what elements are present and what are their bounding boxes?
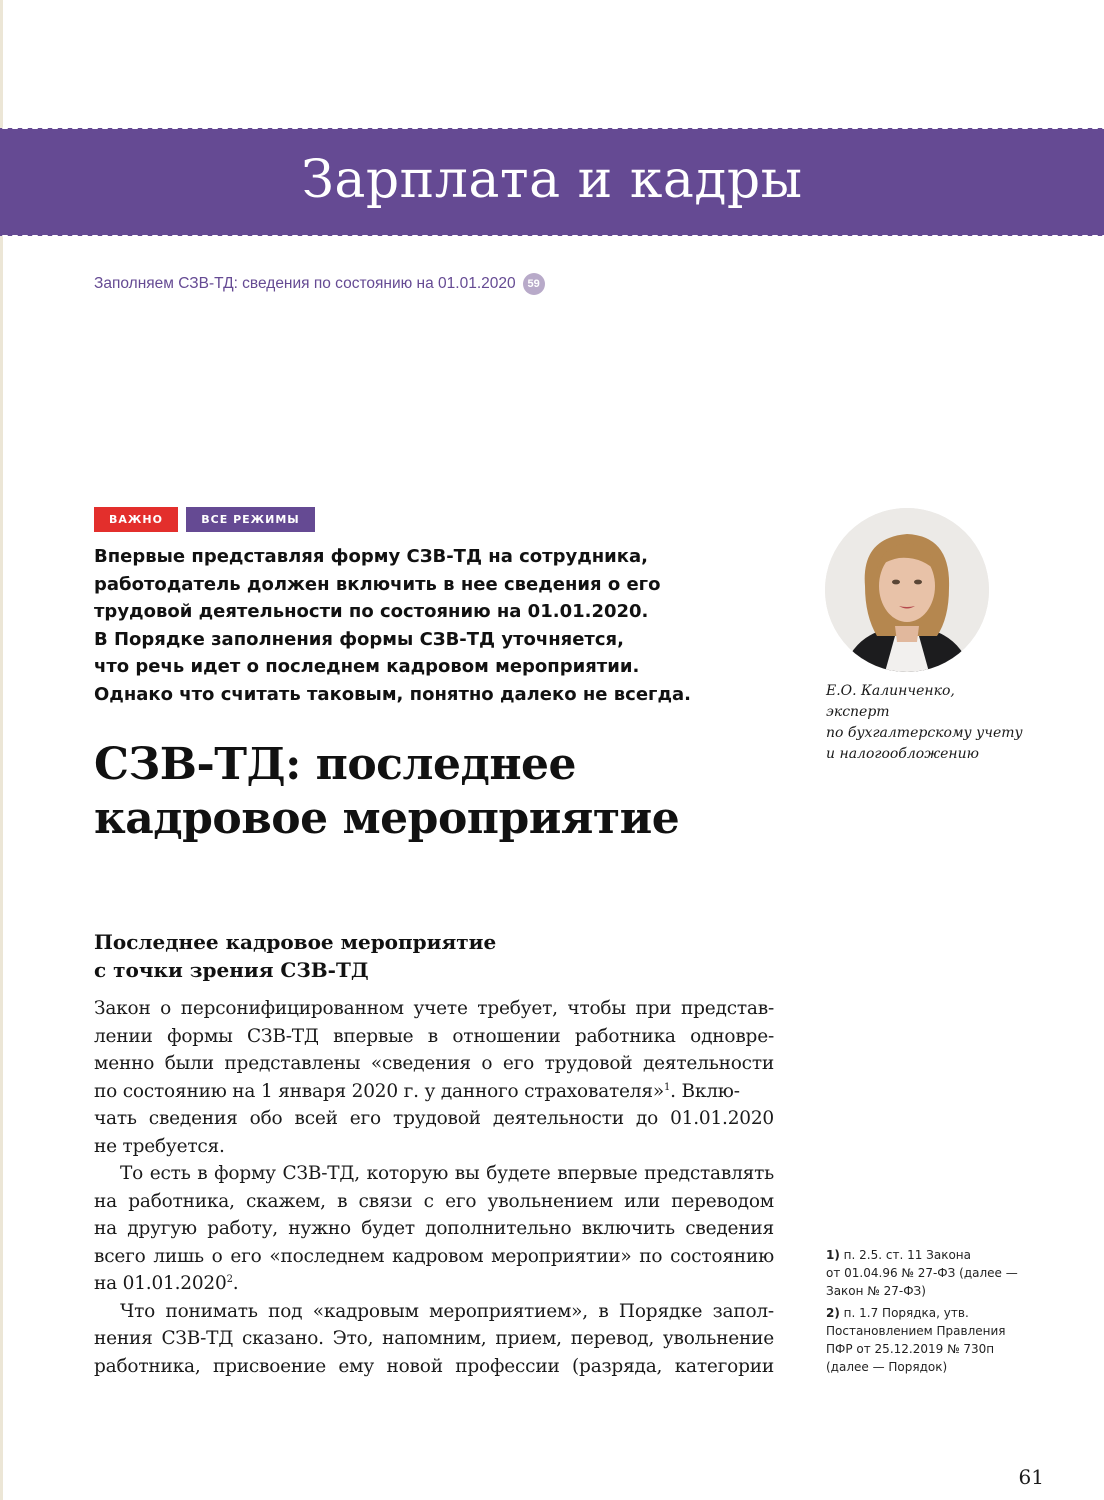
lead-line: Впервые представляя форму СЗВ-ТД на сотрудника, xyxy=(94,546,648,567)
body-line: чать сведения обо всей его трудовой деятельности до 01.01.2020 xyxy=(94,1108,774,1129)
body-line: лении формы СЗВ-ТД впервые в отношении работника одновре- xyxy=(94,1025,774,1047)
body-line: работника, присвоение ему новой профессии (разряда, категории xyxy=(94,1355,774,1377)
section-subheading xyxy=(94,928,774,984)
body-text-span: на 01.01.2020 xyxy=(94,1273,227,1294)
body-line: всего лишь о его «последнем кадровом мероприятии» по состоянию xyxy=(94,1245,774,1267)
headline-line: СЗВ-ТД: последнее xyxy=(94,739,577,790)
footnote-text: п. 2.5. ст. 11 Закона xyxy=(843,1248,971,1262)
subheading-line: Последнее кадровое мероприятие xyxy=(94,930,497,954)
subheading-line: с точки зрения СЗВ-ТД xyxy=(94,958,369,982)
article-headline xyxy=(94,738,794,846)
body-line: на другую работу, нужно будет дополнительно включить сведения xyxy=(94,1218,774,1239)
footnote-2 xyxy=(826,1304,1056,1376)
footnotes xyxy=(826,1246,1056,1380)
author-role: эксперт xyxy=(826,704,890,720)
author-photo xyxy=(825,508,989,672)
footnote-1 xyxy=(826,1246,1056,1300)
footnote-text: Постановлением Правления xyxy=(826,1324,1006,1338)
author-portrait-icon xyxy=(825,508,989,672)
important-tag: ВАЖНО xyxy=(94,507,178,532)
cross-reference-text: Заполняем СЗВ-ТД: сведения по состоянию на 01.01.2020 xyxy=(94,275,516,292)
body-line: нения СЗВ-ТД сказано. Это, напомним, прием, перевод, увольнение xyxy=(94,1328,774,1349)
lead-line: что речь идет о последнем кадровом мероприятии. xyxy=(94,656,640,677)
author-role: по бухгалтерскому учету xyxy=(826,725,1023,741)
footnote-ref-1[interactable]: 1 xyxy=(663,1081,671,1093)
footnote-number: 2) xyxy=(826,1306,840,1320)
body-line: на работника, скажем, в связи с его увольнением или переводом xyxy=(94,1190,774,1212)
footnote-text: от 01.04.96 № 27-ФЗ (далее — xyxy=(826,1266,1018,1280)
cross-reference-link[interactable] xyxy=(94,273,545,295)
author-caption xyxy=(826,681,1046,765)
footnote-text: п. 1.7 Порядка, утв. xyxy=(843,1306,969,1320)
body-text-span: . xyxy=(232,1273,239,1294)
section-title: Зарплата и кадры xyxy=(301,150,803,210)
lead-paragraph xyxy=(94,543,774,708)
body-line xyxy=(94,1078,774,1106)
footnote-text: Закон № 27-ФЗ) xyxy=(826,1284,926,1298)
body-line: менно были представлены «сведения о его трудовой деятельности xyxy=(94,1053,774,1074)
lead-line: работодатель должен включить в нее сведения о его xyxy=(94,573,661,595)
body-line: Что понимать под «кадровым мероприятием», в Порядке запол- xyxy=(120,1300,774,1322)
all-modes-tag: ВСЕ РЕЖИМЫ xyxy=(186,507,315,532)
headline-line: кадровое мероприятие xyxy=(94,793,680,844)
lead-line: трудовой деятельности по состоянию на 01.01.2020. xyxy=(94,601,649,622)
cross-reference-page-badge: 59 xyxy=(523,273,545,295)
body-text-span: . Вклю- xyxy=(670,1080,740,1102)
footnote-text: (далее — Порядок) xyxy=(826,1360,948,1374)
body-line: Закон о персонифицированном учете требует, чтобы при представ- xyxy=(94,998,774,1019)
lead-line: Однако что считать таковым, понятно далеко не всегда. xyxy=(94,683,691,705)
page-number: 61 xyxy=(1018,1465,1044,1489)
footnote-number: 1) xyxy=(826,1248,840,1262)
body-text-span: по состоянию на 1 января 2020 г. у данного страхователя» xyxy=(94,1080,664,1102)
body-line: То есть в форму СЗВ-ТД, которую вы будете впервые представлять xyxy=(120,1163,774,1184)
lead-line: В Порядке заполнения формы СЗВ-ТД уточняется, xyxy=(94,628,624,650)
footnote-text: ПФР от 25.12.2019 № 730п xyxy=(826,1342,995,1356)
author-name: Е.О. Калинченко, xyxy=(826,683,955,699)
body-line xyxy=(94,1270,774,1298)
author-role: и налогообложению xyxy=(826,746,979,762)
article-body xyxy=(94,995,774,1380)
section-banner xyxy=(0,128,1104,236)
footnote-ref-2[interactable]: 2 xyxy=(226,1273,233,1285)
body-line: не требуется. xyxy=(94,1135,225,1157)
